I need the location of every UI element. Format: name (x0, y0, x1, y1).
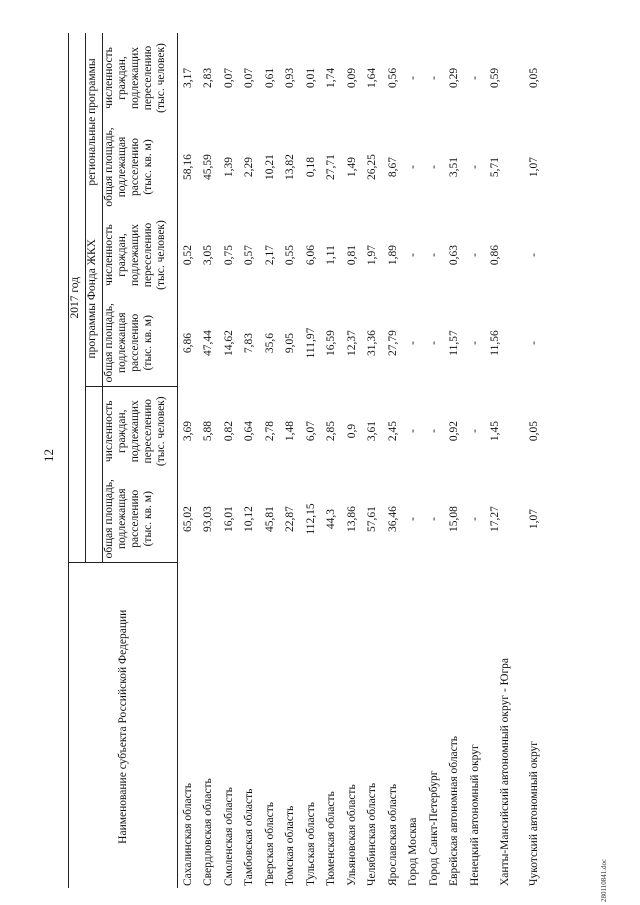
value-cell: 14,62 (222, 330, 235, 356)
region-name: Ярославская область (386, 783, 399, 886)
value-cell: 16,59 (325, 330, 338, 356)
year-header: 2017 год (69, 33, 86, 563)
value-cell: 58,16 (181, 154, 194, 180)
table-row (281, 33, 302, 888)
region-name: Сахалинская область (181, 783, 194, 886)
value-cell: 1,07 (528, 156, 541, 178)
col-name-header: Наименование субъекта Российской Федерации (69, 563, 178, 888)
value-cell: 0,01 (304, 67, 317, 89)
region-name: Томская область (284, 805, 297, 886)
table-row (525, 33, 546, 888)
value-cell: 45,81 (263, 506, 276, 532)
value-cell: - (427, 429, 440, 433)
region-name: Город Москва (407, 817, 420, 886)
table-row (301, 33, 322, 888)
value-cell: 7,83 (243, 332, 256, 354)
region-name: Ненецкий автономный округ (468, 744, 481, 886)
value-cell: 3,51 (448, 156, 461, 178)
value-cell: 2,78 (263, 420, 276, 442)
value-cell: 6,06 (304, 244, 317, 266)
region-name: Ханты-Мансийский автономный округ - Югра (498, 657, 511, 886)
value-cell: 0,9 (345, 423, 358, 439)
value-cell: 2,29 (243, 156, 256, 178)
region-name: Челябинская область (366, 782, 379, 886)
value-cell: 93,03 (202, 506, 215, 532)
value-cell: 112,15 (304, 503, 317, 535)
value-cell: 57,61 (366, 506, 379, 532)
value-cell: - (528, 341, 541, 345)
value-cell: 2,85 (325, 420, 338, 442)
value-cell: 0,09 (345, 67, 358, 89)
group-header-fund: программы Фонда ЖКХ (86, 211, 103, 387)
value-cell: 1,64 (366, 67, 379, 89)
value-cell: 0,55 (284, 244, 297, 266)
value-cell: 27,79 (386, 330, 399, 356)
group-header-regional: региональные программы (86, 33, 103, 211)
value-cell: - (427, 253, 440, 257)
value-cell: 6,86 (181, 332, 194, 354)
subheader-area: общая площадь, подлежащая расселению (тыс. кв. м) (103, 299, 178, 387)
value-cell: 1,11 (325, 245, 338, 265)
value-cell: 3,69 (181, 420, 194, 442)
value-cell: 10,21 (263, 154, 276, 180)
value-cell: 0,81 (345, 244, 358, 266)
table-row (260, 33, 281, 888)
group-header-total (86, 387, 103, 563)
value-cell: - (427, 76, 440, 80)
region-name: Тверская область (263, 802, 276, 886)
footer-filename: 280110841.doc (600, 858, 608, 902)
value-cell: 8,67 (386, 156, 399, 178)
value-cell: 11,56 (488, 330, 501, 356)
subheader-people: численность граждан, подлежащих переселению (тыс. человек) (103, 211, 178, 299)
value-cell: 5,88 (202, 420, 215, 442)
region-name: Смоленская область (222, 787, 235, 886)
header-row-year (69, 33, 86, 888)
value-cell: - (468, 76, 481, 80)
value-cell: - (407, 341, 420, 345)
value-cell: 0,18 (304, 156, 317, 178)
resettlement-table (68, 33, 545, 888)
table-row (363, 33, 384, 888)
value-cell: 16,01 (222, 506, 235, 532)
region-name: Тюменская область (325, 791, 338, 886)
value-cell: 45,59 (202, 154, 215, 180)
value-cell: - (468, 165, 481, 169)
value-cell: 27,71 (325, 154, 338, 180)
value-cell: 0,07 (222, 67, 235, 89)
value-cell: - (468, 341, 481, 345)
value-cell: - (407, 517, 420, 521)
table-row (404, 33, 425, 888)
value-cell: 17,27 (488, 506, 501, 532)
value-cell: 1,48 (284, 420, 297, 442)
value-cell: - (407, 429, 420, 433)
table-row (178, 33, 199, 888)
value-cell: 26,25 (366, 154, 379, 180)
value-cell: 111,97 (304, 327, 317, 359)
value-cell: 0,82 (222, 420, 235, 442)
value-cell: 47,44 (202, 330, 215, 356)
value-cell: 0,64 (243, 420, 256, 442)
page-number: 12 (41, 449, 56, 462)
value-cell: - (427, 341, 440, 345)
value-cell: 0,05 (528, 420, 541, 442)
value-cell: 11,57 (448, 330, 461, 356)
value-cell: 10,12 (243, 506, 256, 532)
subheader-area: общая площадь, подлежащая расселению (тыс. кв. м) (103, 123, 178, 211)
value-cell: - (407, 165, 420, 169)
subheader-area: общая площадь, подлежащая расселению (тыс. кв. м) (103, 475, 178, 563)
value-cell: 1,49 (345, 156, 358, 178)
value-cell: 3,17 (181, 67, 194, 89)
value-cell: - (427, 165, 440, 169)
value-cell: 22,87 (284, 506, 297, 532)
table-row (342, 33, 363, 888)
value-cell: 12,37 (345, 330, 358, 356)
region-name: Свердловская область (202, 778, 215, 886)
value-cell: 0,56 (386, 67, 399, 89)
value-cell: - (468, 253, 481, 257)
value-cell: 2,83 (202, 67, 215, 89)
value-cell: 0,75 (222, 244, 235, 266)
value-cell: 0,07 (243, 67, 256, 89)
value-cell: 5,71 (488, 156, 501, 178)
value-cell: 6,07 (304, 420, 317, 442)
value-cell: 0,05 (528, 67, 541, 89)
value-cell: 0,86 (488, 244, 501, 266)
region-name: Город Санкт-Петербург (427, 770, 440, 886)
value-cell: 1,89 (386, 244, 399, 266)
region-name: Тамбовская область (243, 788, 256, 886)
table-row (219, 33, 240, 888)
subheader-people: численность граждан, подлежащих переселению (тыс. человек) (103, 33, 178, 123)
value-cell: 1,74 (325, 67, 338, 89)
table-row (465, 33, 486, 888)
value-cell: 2,17 (263, 244, 276, 266)
value-cell: 44,3 (325, 508, 338, 530)
region-name: Тульская область (304, 802, 317, 886)
value-cell: 2,45 (386, 420, 399, 442)
value-cell: 0,29 (448, 67, 461, 89)
value-cell: - (407, 76, 420, 80)
value-cell: 36,46 (386, 506, 399, 532)
value-cell: 0,63 (448, 244, 461, 266)
value-cell: 1,45 (488, 420, 501, 442)
table-row (199, 33, 220, 888)
subheader-people: численность граждан, подлежащих переселению (тыс. человек) (103, 387, 178, 475)
value-cell: 13,86 (345, 506, 358, 532)
value-cell: 15,08 (448, 506, 461, 532)
value-cell: - (528, 253, 541, 257)
value-cell: 1,07 (528, 508, 541, 530)
value-cell: 31,36 (366, 330, 379, 356)
table-row (445, 33, 466, 888)
value-cell: - (407, 253, 420, 257)
region-name: Еврейская автономная область (448, 735, 461, 886)
region-name: Ульяновская область (345, 784, 358, 886)
table-row (486, 33, 525, 888)
table-row (240, 33, 261, 888)
table-row (383, 33, 404, 888)
table-row (424, 33, 445, 888)
value-cell: - (427, 517, 440, 521)
rotated-table-container (68, 33, 564, 888)
value-cell: 0,93 (284, 67, 297, 89)
value-cell: 1,97 (366, 244, 379, 266)
value-cell: 3,61 (366, 420, 379, 442)
value-cell: - (468, 517, 481, 521)
value-cell: 3,05 (202, 244, 215, 266)
value-cell: 13,82 (284, 154, 297, 180)
value-cell: 0,92 (448, 420, 461, 442)
table-row (322, 33, 343, 888)
value-cell: 9,05 (284, 332, 297, 354)
value-cell: - (468, 429, 481, 433)
value-cell: 0,57 (243, 244, 256, 266)
value-cell: 0,61 (263, 67, 276, 89)
region-name: Чукотский автономный округ (528, 740, 541, 886)
value-cell: 0,59 (488, 67, 501, 89)
value-cell: 35,6 (263, 332, 276, 354)
value-cell: 65,02 (181, 506, 194, 532)
value-cell: 0,52 (181, 244, 194, 266)
value-cell: 1,39 (222, 156, 235, 178)
